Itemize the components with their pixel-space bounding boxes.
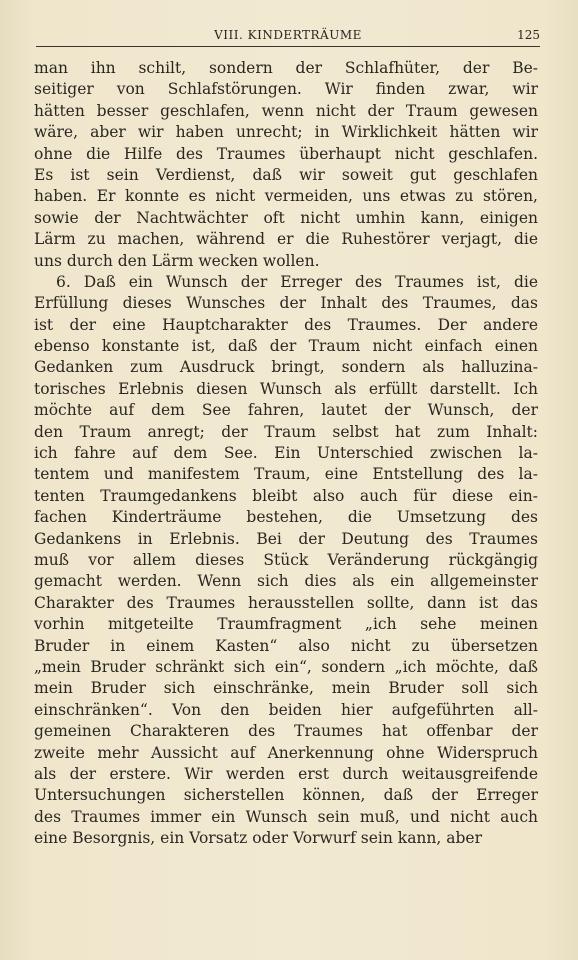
text-line: möchte auf dem See fahren, lautet der Wunsch, der <box>34 401 538 420</box>
text-line: Gedankens in Erlebnis. Bei der Deutung des Traumes <box>34 529 538 548</box>
chapter-title: VIII. KINDERTRÄUME <box>214 28 362 42</box>
text-line: ist der eine Hauptcharakter des Traumes. Der andere <box>34 315 538 334</box>
text-line: seitiger von Schlafstörungen. Wir finden zwar, wir <box>34 80 538 99</box>
text-line: fachen Kinderträume bestehen, die Umsetzung des <box>34 508 538 527</box>
text-line: als der erstere. Wir werden erst durch weitausgreifende <box>34 764 538 783</box>
text-line: Bruder in einem Kasten“ also nicht zu übersetzen <box>34 636 538 655</box>
text-line: muß vor allem dieses Stück Veränderung rückgängig <box>34 550 538 569</box>
text-line: Gedanken zum Ausdruck bringt, sondern als halluzina- <box>34 358 538 377</box>
text-line: eine Besorgnis, ein Vorsatz oder Vorwurf sein kann, aber <box>34 829 483 848</box>
text-line: wäre, aber wir haben unrecht; in Wirklichkeit hätten wir <box>34 123 538 142</box>
text-line: ohne die Hilfe des Traumes überhaupt nicht geschlafen. <box>34 144 538 163</box>
text-line: Erfüllung dieses Wunsches der Inhalt des Traumes, das <box>34 294 538 313</box>
text-line: gemeinen Charakteren des Traumes hat offenbar der <box>34 722 538 741</box>
running-header <box>36 26 540 47</box>
text-line: des Traumes immer ein Wunsch sein muß, und nicht auch <box>34 807 538 826</box>
body-text <box>34 58 538 849</box>
text-line: Es ist sein Verdienst, daß wir soweit gut geschlafen <box>34 165 538 184</box>
text-line: tentem und manifestem Traum, eine Entstellung des la- <box>34 465 538 484</box>
text-line: ich fahre auf dem See. Ein Unterschied zwischen la- <box>34 444 538 463</box>
text-line: mein Bruder sich einschränke, mein Bruder soll sich <box>34 679 538 698</box>
text-line: Untersuchungen sicherstellen können, daß der Erreger <box>34 786 538 805</box>
text-line: „mein Bruder schränkt sich ein“, sondern „ich möchte, daß <box>34 657 538 676</box>
text-line: einschränken“. Von den beiden hier aufgeführten all- <box>34 700 538 719</box>
text-line: ebenso konstante ist, daß der Traum nicht einfach einen <box>34 337 538 356</box>
text-line: uns durch den Lärm wecken wollen. <box>34 251 320 270</box>
text-line: Charakter des Traumes herausstellen sollte, dann ist das <box>34 593 538 612</box>
page-number: 125 <box>517 28 540 42</box>
text-line: hätten besser geschlafen, wenn nicht der Traum gewesen <box>34 101 538 120</box>
text-line: sowie der Nachtwächter oft nicht umhin kann, einigen <box>34 208 538 227</box>
text-line: vorhin mitgeteilte Traumfragment „ich sehe meinen <box>34 615 538 634</box>
text-line: 6. Daß ein Wunsch der Erreger des Traumes ist, die <box>56 272 538 291</box>
text-line: man ihn schilt, sondern der Schlafhüter, der Be- <box>34 59 538 77</box>
text-line: Lärm zu machen, während er die Ruhestörer verjagt, die <box>34 230 538 249</box>
text-line: tenten Traumgedankens bleibt also auch für diese ein- <box>34 486 538 505</box>
text-line: den Traum anregt; der Traum selbst hat zum Inhalt: <box>34 422 538 441</box>
text-line: torisches Erlebnis diesen Wunsch als erfüllt darstellt. Ich <box>34 379 538 398</box>
text-line: zweite mehr Aussicht auf Anerkennung ohne Widerspruch <box>34 743 538 762</box>
text-line: haben. Er konnte es nicht vermeiden, uns etwas zu stören, <box>34 187 538 206</box>
text-line: gemacht werden. Wenn sich dies als ein allgemeinster <box>34 572 538 591</box>
